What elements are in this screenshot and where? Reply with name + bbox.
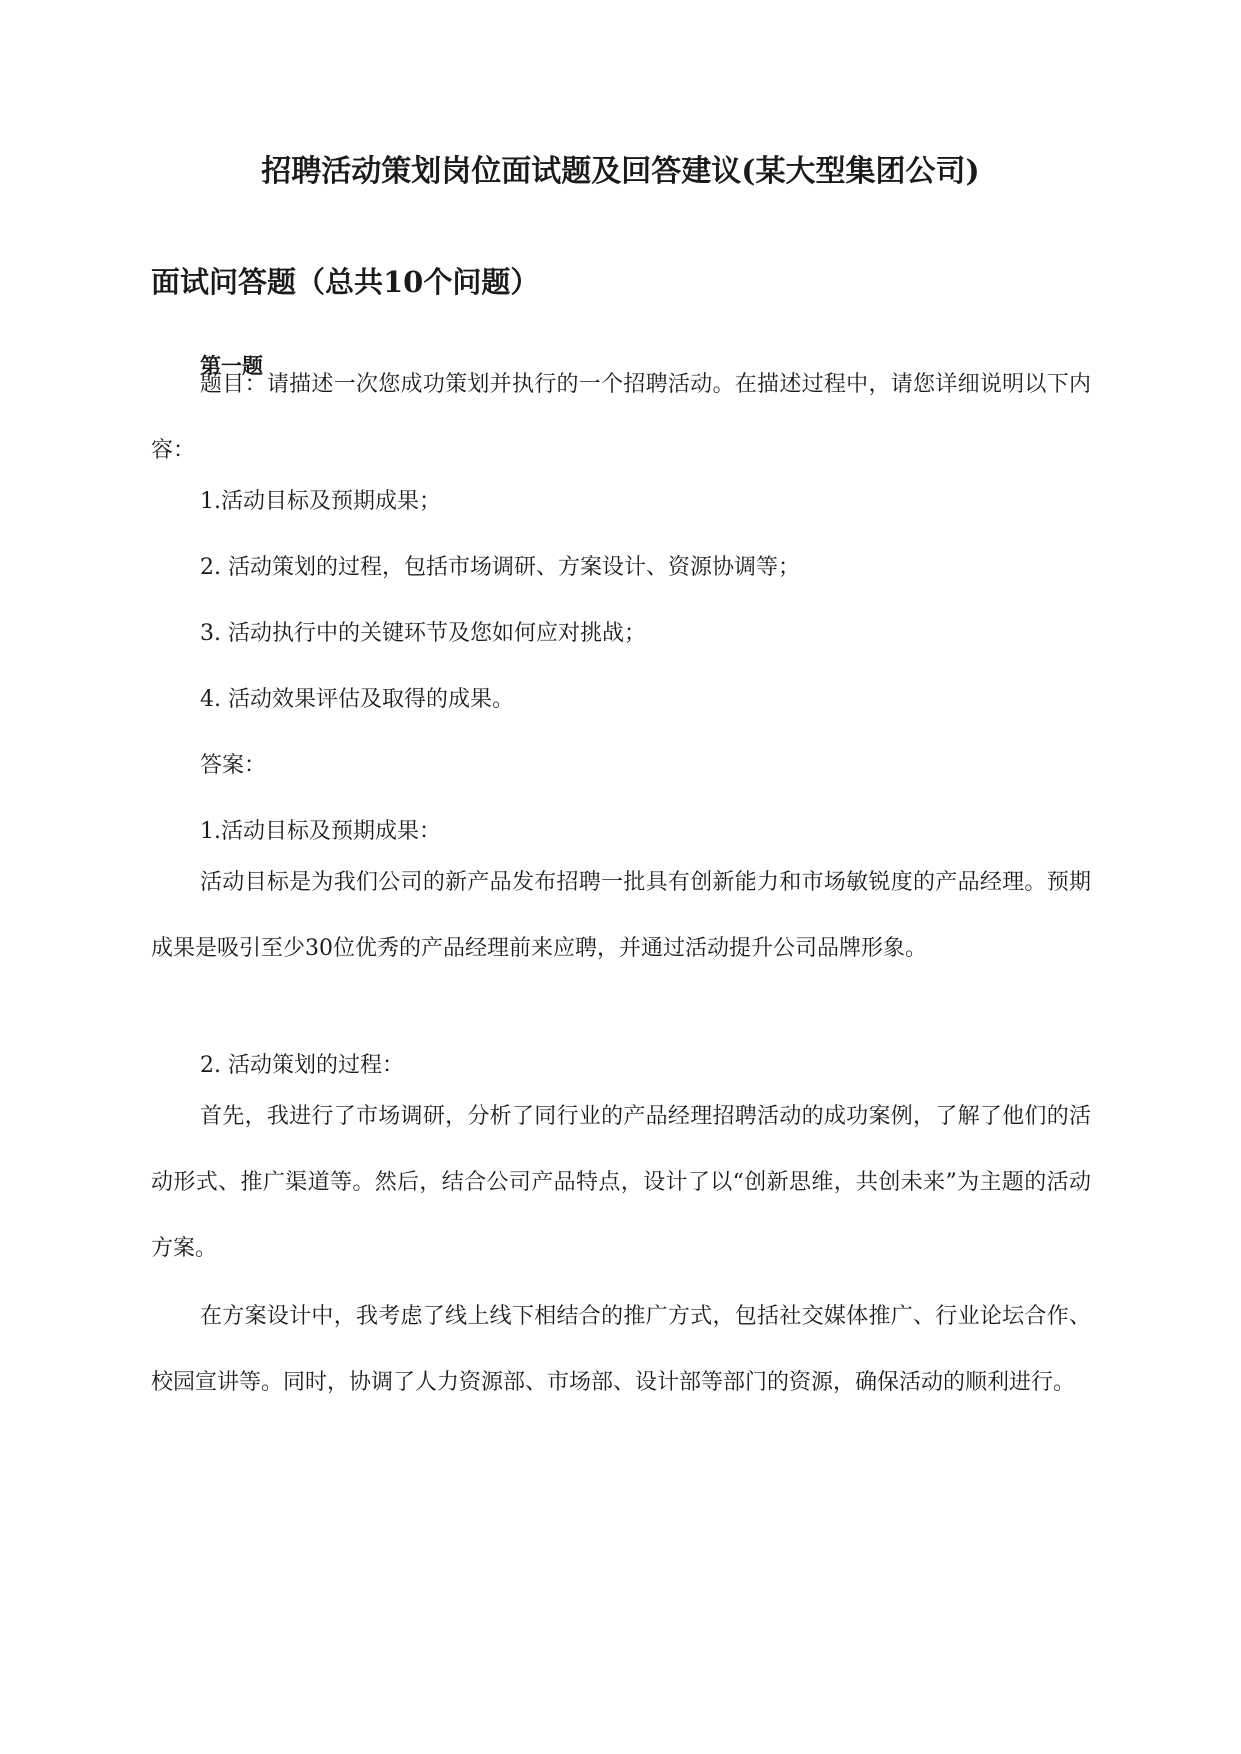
- question-item-4: 4. 活动效果评估及取得的成果。: [200, 687, 514, 712]
- question-text: 题目：请描述一次您成功策划并执行的一个招聘活动。在描述过程中，请您详细说明以下内容：: [151, 372, 1091, 463]
- question-item-3: 3. 活动执行中的关键环节及您如何应对挑战；: [200, 621, 646, 646]
- question-item-1: 1.活动目标及预期成果；: [200, 489, 441, 514]
- answer-item-1-heading: 1.活动目标及预期成果：: [200, 819, 441, 844]
- answer-item-2-text-1: 首先，我进行了市场调研，分析了同行业的产品经理招聘活动的成功案例，了解了他们的活动形式、推广渠道等。然后，结合公司产品特点，设计了以“创新思维，共创未来”为主题的活动方案。: [151, 1104, 1091, 1261]
- answer-label: 答案：: [200, 753, 267, 778]
- question-item-2: 2. 活动策划的过程，包括市场调研、方案设计、资源协调等；: [200, 555, 800, 580]
- answer-item-1-text: 活动目标是为我们公司的新产品发布招聘一批具有创新能力和市场敏锐度的产品经理。预期成果是吸引至少30位优秀的产品经理前来应聘，并通过活动提升公司品牌形象。: [151, 870, 1091, 961]
- question-label: 第一题: [200, 353, 263, 378]
- answer-item-2-text-2: 在方案设计中，我考虑了线上线下相结合的推广方式，包括社交媒体推广、行业论坛合作、校园宣讲等。同时，协调了人力资源部、市场部、设计部等部门的资源，确保活动的顺利进行。: [151, 1304, 1091, 1395]
- answer-item-2-heading: 2. 活动策划的过程：: [200, 1053, 404, 1078]
- section-heading: 面试问答题（总共10个问题）: [151, 265, 540, 299]
- document-title: 招聘活动策划岗位面试题及回答建议(某大型集团公司): [261, 154, 980, 189]
